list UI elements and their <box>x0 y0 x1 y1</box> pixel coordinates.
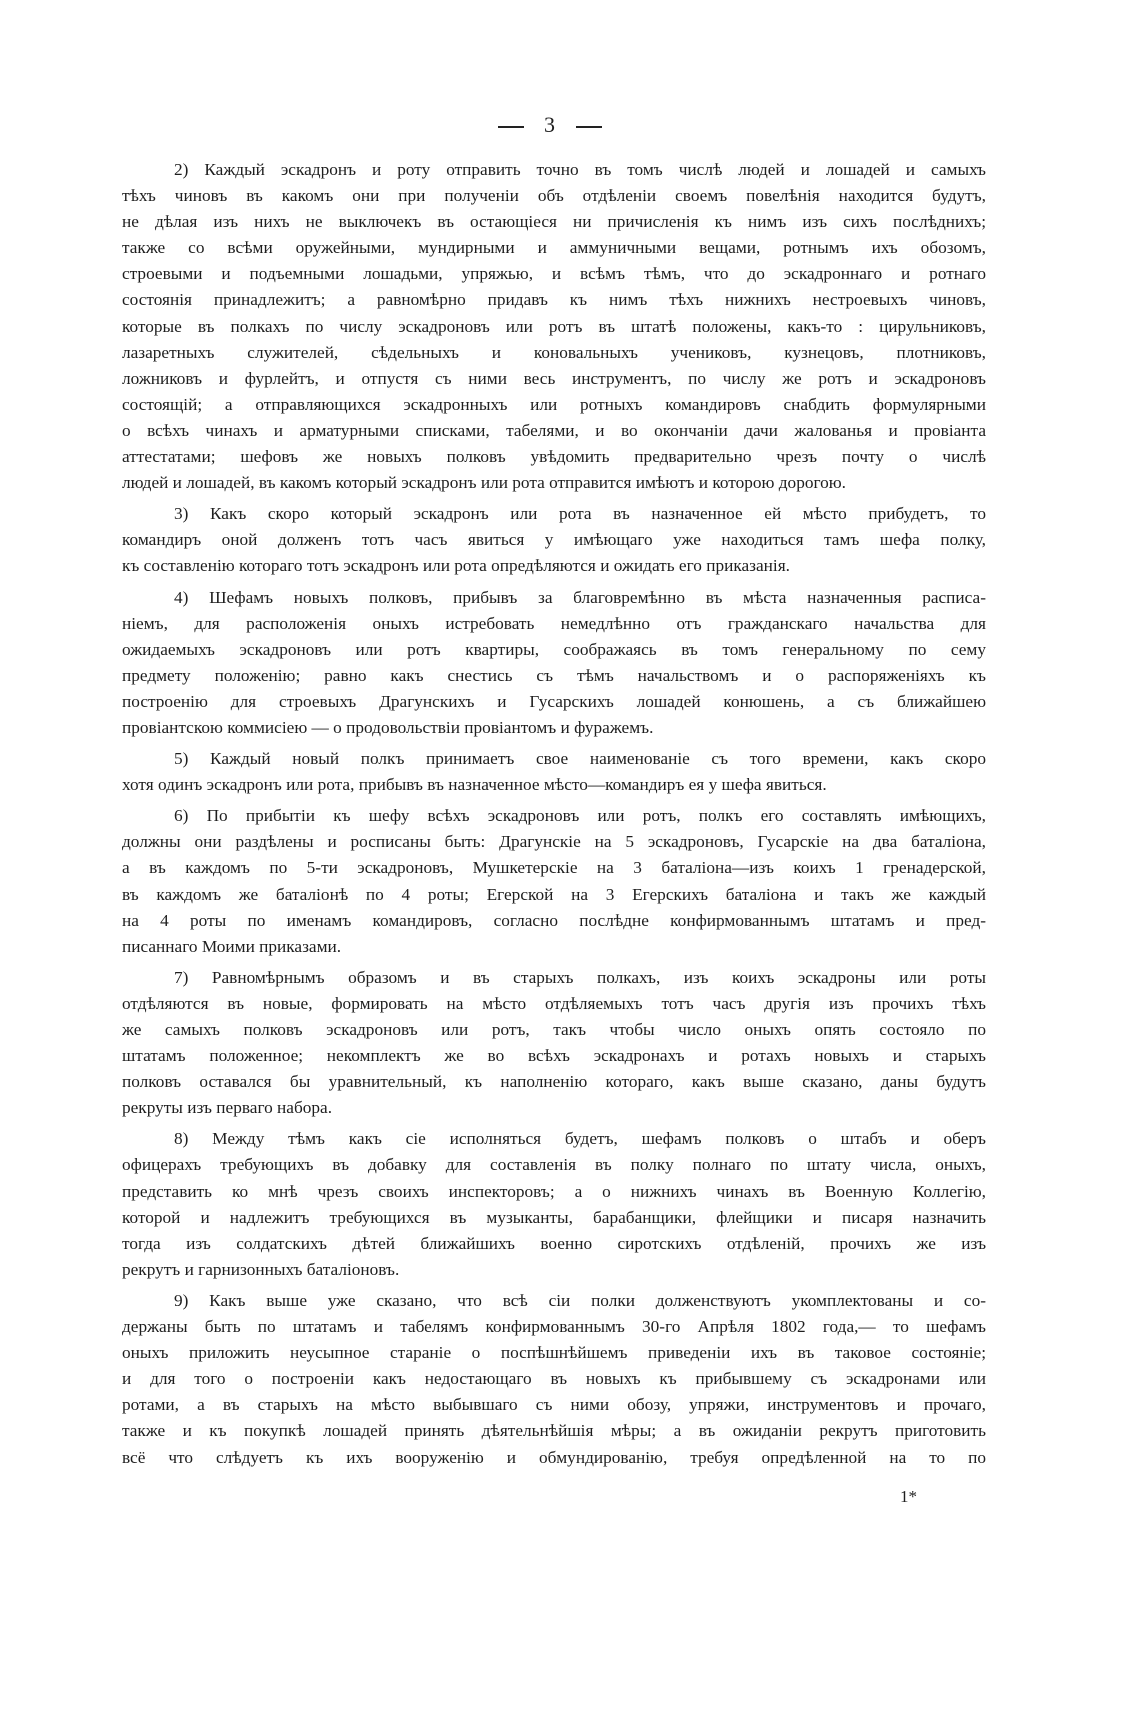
text-line: 3) Какъ скоро который эскадронъ или рота въ назначенное ей мѣсто прибудетъ, то <box>174 504 986 524</box>
text-line: на 4 роты по именамъ командировъ, согласно послѣдне конфирмованнымъ штатамъ и пред- <box>122 910 986 930</box>
text-line: лазаретныхъ служителей, сѣдельныхъ и коновальныхъ учениковъ, кузнецовъ, плотниковъ, <box>122 342 986 362</box>
text-line: которой и надлежитъ требующихся въ музыканты, барабанщики, флейщики и писаря назначить <box>122 1207 986 1227</box>
text-line: офицерахъ требующихъ въ добавку для составленія въ полку полнаго по штату числа, оныхъ, <box>122 1155 986 1175</box>
body-text <box>122 157 986 1471</box>
page-number-dash-right <box>576 126 602 128</box>
text-line: командиръ оной долженъ тотъ часъ явиться у имѣющаго уже находиться тамъ шефа полку, <box>122 530 986 550</box>
text-line: тогда изъ солдатскихъ дѣтей ближайшихъ военно сиротскихъ отдѣленій, прочихъ же изъ <box>122 1233 986 1253</box>
text-line: состоянія принадлежитъ; а равномѣрно придавъ къ нимъ тѣхъ нижнихъ нестроевыхъ чиновъ, <box>122 290 986 310</box>
text-line: представить ко мнѣ чрезъ своихъ инспекторовъ; а о нижнихъ чинахъ въ Военную Коллегію, <box>122 1181 986 1201</box>
text-line: отдѣляются въ новые, формировать на мѣсто отдѣляемыхъ тотъ часъ другія изъ прочихъ тѣхъ <box>122 993 986 1013</box>
text-line: которые въ полкахъ по числу эскадроновъ или ротъ въ штатѣ положены, какъ-то : цирульниковъ, <box>122 316 986 336</box>
text-line: а въ каждомъ по 5-ти эскадроновъ, Мушкетерскіе на 3 баталіона—изъ коихъ 1 гренадерской, <box>122 858 986 878</box>
text-line: аттестатами; шефовъ же новыхъ полковъ увѣдомить предварительно чрезъ почту о числѣ <box>122 447 986 467</box>
text-line: 6) По прибытіи къ шефу всѣхъ эскадроновъ или ротъ, полкъ его составлять имѣющихъ, <box>174 806 986 826</box>
text-line: 4) Шефамъ новыхъ полковъ, прибывъ за благовремѣнно въ мѣста назначенныя расписа- <box>174 587 986 607</box>
text-line: состоящій; а отправляющихся эскадронныхъ или ротныхъ командировъ снабдить формулярными <box>122 394 986 414</box>
text-line: ніемъ, для расположенія оныхъ истребовать немедлѣнно отъ гражданскаго начальства для <box>122 613 986 633</box>
text-line: всё что слѣдуетъ къ ихъ вооруженію и обмундированію, требуя опредѣленной на то по <box>122 1447 986 1467</box>
text-line: 7) Равномѣрнымъ образомъ и въ старыхъ полкахъ, изъ коихъ эскадроны или роты <box>174 967 986 987</box>
text-line: держаны быть по штатамъ и табелямъ конфирмованнымъ 30-го Апрѣля 1802 года,— то шефамъ <box>122 1317 986 1337</box>
text-line: строевыми и подъемными лошадьми, упряжью, и всѣмъ тѣмъ, что до эскадроннаго и ротнаго <box>122 264 986 284</box>
text-line: должны они раздѣлены и росписаны быть: Драгунскіе на 5 эскадроновъ, Гусарскіе на два баталіона, <box>122 832 986 852</box>
text-line: писаннаго Моими приказами. <box>122 936 342 956</box>
text-line: также со всѣми оружейными, мундирными и аммуничными вещами, ротнымъ ихъ обозомъ, <box>122 238 986 258</box>
text-line: ротами, а въ старыхъ на мѣсто выбывшаго съ ними обозу, упряжи, инструментовъ и прочаго, <box>122 1395 986 1415</box>
text-line: о всѣхъ чинахъ и арматурными списками, табелями, и во окончаніи дачи жалованья и провіанта <box>122 420 986 440</box>
text-line: рекруты изъ перваго набора. <box>122 1098 333 1118</box>
page-number-value: 3 <box>544 112 556 137</box>
text-line: 9) Какъ выше уже сказано, что всѣ сіи полки долженствуютъ укомплектованы и со- <box>174 1290 986 1310</box>
text-line: штатамъ положенное; некомплектъ же во всѣхъ эскадронахъ и ротахъ новыхъ и старыхъ <box>122 1046 986 1066</box>
text-line: тѣхъ чиновъ въ какомъ они при полученіи объ отдѣленіи своемъ повелѣнія находится будутъ, <box>122 186 986 206</box>
text-line: не дѣлая изъ нихъ не выключекъ въ остающіеся ни причисленія къ нимъ изъ сихъ послѣднихъ; <box>122 212 986 232</box>
signature-mark: 1* <box>900 1487 917 1506</box>
text-line: построенію для строевыхъ Драгунскихъ и Гусарскихъ лошадей конюшень, а съ ближайшею <box>122 691 986 711</box>
page-number-dash-left <box>498 126 524 128</box>
text-line: ложниковъ и фурлейтъ, и отпустя съ ними весь инструментъ, по числу же ротъ и эскадроновъ <box>122 368 986 388</box>
text-line: 5) Каждый новый полкъ принимаетъ свое наименованіе съ того времени, какъ скоро <box>174 749 986 769</box>
text-line: же самыхъ полковъ эскадроновъ или ротъ, такъ чтобы число оныхъ опять состояло по <box>122 1020 986 1039</box>
text-line: полковъ оставался бы уравнительный, къ наполненію котораго, какъ выше сказано, даны будутъ <box>122 1072 986 1092</box>
text-line: и для того о построеніи какъ недостающаго въ новыхъ къ прибывшему съ эскадронами или <box>122 1369 986 1389</box>
page-number <box>0 112 1100 138</box>
text-line: 2) Каждый эскадронъ и роту отправить точно въ томъ числѣ людей и лошадей и самыхъ <box>174 160 986 179</box>
text-line: къ составленію котораго тотъ эскадронъ или рота опредѣляются и ожидать его приказанія. <box>122 556 790 576</box>
text-line: провіантскою коммисіею — о продовольствіи провіантомъ и фуражемъ. <box>122 717 654 737</box>
text-line: рекрутъ и гарнизонныхъ баталіоновъ. <box>122 1259 400 1279</box>
text-line: оныхъ приложить неусыпное стараніе о поспѣшнѣйшемъ приведеніи ихъ въ таковое состояніе; <box>122 1343 986 1363</box>
text-line: людей и лошадей, въ какомъ который эскадронъ или рота отправится имѣютъ и которою дорогою. <box>122 473 847 493</box>
text-line: 8) Между тѣмъ какъ сіе исполняться будетъ, шефамъ полковъ о штабъ и оберъ <box>174 1129 986 1149</box>
text-line: ожидаемыхъ эскадроновъ или ротъ квартиры, соображаясь въ томъ генеральному по сему <box>122 639 986 659</box>
text-line: въ каждомъ же баталіонѣ по 4 роты; Егерской на 3 Егерскихъ баталіона и такъ же каждый <box>122 884 986 904</box>
text-line: предмету положенію; равно какъ снестись съ тѣмъ начальствомъ и о распоряженіяхъ къ <box>122 665 986 685</box>
text-line: также и къ покупкѣ лошадей принять дѣятельнѣйшія мѣры; а въ ожиданіи рекрутъ приготовить <box>122 1421 986 1441</box>
text-line: хотя одинъ эскадронъ или рота, прибывъ въ назначенное мѣсто—командиръ ея у шефа явиться. <box>122 775 827 795</box>
